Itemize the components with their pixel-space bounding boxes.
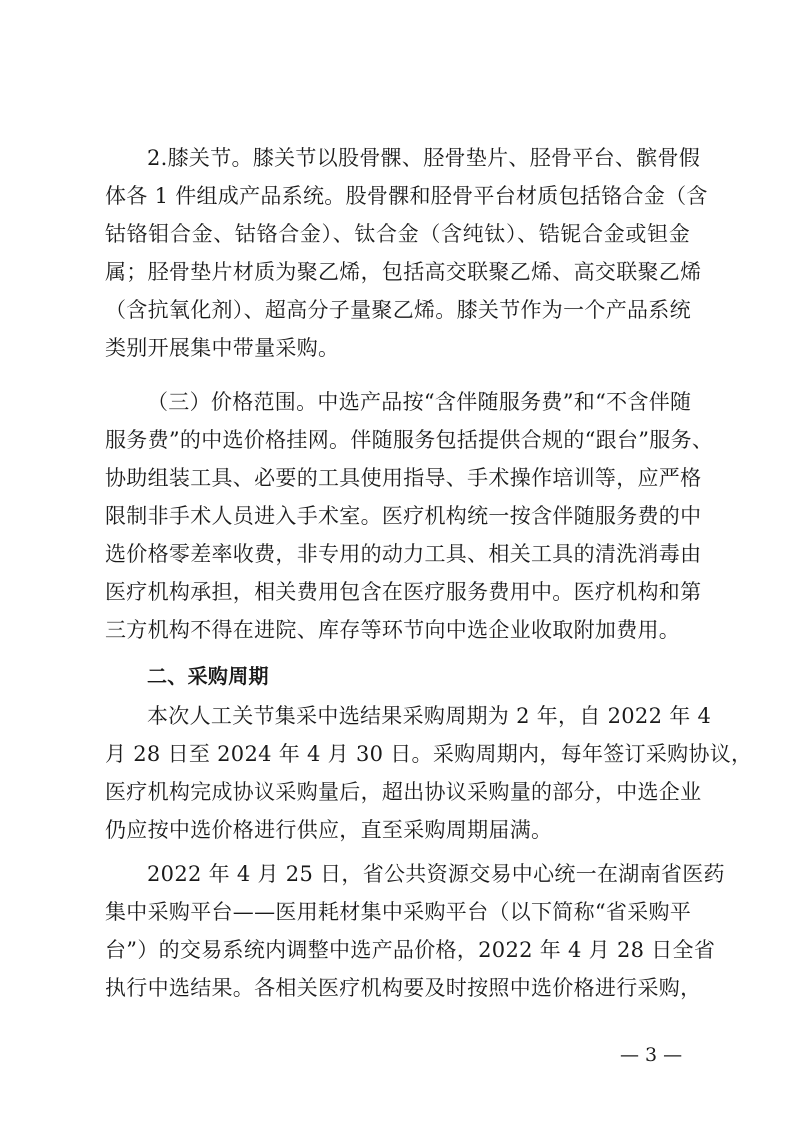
period-paragraph-line: 医疗机构完成协议采购量后，超出协议采购量的部分，中选企业 bbox=[105, 780, 702, 804]
price-paragraph-line: 限制非手术人员进入手术室。医疗机构统一按含伴随服务费的中 bbox=[105, 504, 702, 528]
period-paragraph-line: 台”）的交易系统内调整中选产品价格，2022 年 4 月 28 日全省 bbox=[105, 938, 716, 962]
period-paragraph-line: 2022 年 4 月 25 日，省公共资源交易中心统一在湖南省医药 bbox=[147, 862, 725, 886]
period-paragraph-line: 执行中选结果。各相关医疗机构要及时按照中选价格进行采购， bbox=[105, 976, 702, 1000]
price-paragraph-line: 三方机构不得在进院、库存等环节向中选企业收取附加费用。 bbox=[105, 618, 681, 642]
period-paragraph-line: 集中采购平台——医用耗材集中采购平台（以下简称“省采购平 bbox=[105, 900, 692, 924]
price-paragraph-line: 协助组装工具、必要的工具使用指导、手术操作培训等，应严格 bbox=[105, 466, 702, 490]
knee-paragraph-line: 类别开展集中带量采购。 bbox=[105, 336, 340, 360]
knee-paragraph-line: 2.膝关节。膝关节以股骨髁、胫骨垫片、胫骨平台、髌骨假 bbox=[147, 146, 701, 170]
price-paragraph-line: 医疗机构承担，相关费用包含在医疗服务费用中。医疗机构和第 bbox=[105, 580, 702, 604]
knee-paragraph-line: 钴铬钼合金、钴铬合金）、钛合金（含纯钛）、锆铌合金或钽金 bbox=[105, 222, 690, 246]
price-paragraph-line: 服务费”的中选价格挂网。伴随服务包括提供合规的“跟台”服务、 bbox=[105, 428, 714, 452]
price-paragraph-line: 选价格零差率收费，非专用的动力工具、相关工具的清洗消毒由 bbox=[105, 542, 702, 566]
period-paragraph-line: 月 28 日至 2024 年 4 月 30 日。采购周期内，每年签订采购协议， bbox=[105, 742, 753, 766]
knee-paragraph-line: （含抗氧化剂）、超高分子量聚乙烯。膝关节作为一个产品系统 bbox=[105, 298, 691, 322]
knee-paragraph-line: 体各 1 件组成产品系统。股骨髁和胫骨平台材质包括铬合金（含 bbox=[105, 184, 708, 208]
period-paragraph-line: 仍应按中选价格进行供应，直至采购周期届满。 bbox=[105, 818, 553, 842]
period-paragraph-line: 本次人工关节集采中选结果采购周期为 2 年，自 2022 年 4 bbox=[147, 704, 712, 728]
section-heading: 二、采购周期 bbox=[147, 664, 269, 688]
price-paragraph-line: （三）价格范围。中选产品按“含伴随服务费”和“不含伴随 bbox=[147, 390, 692, 414]
knee-paragraph-line: 属；胫骨垫片材质为聚乙烯，包括高交联聚乙烯、高交联聚乙烯 bbox=[105, 260, 702, 284]
page-number: — 3 — bbox=[620, 1044, 683, 1066]
